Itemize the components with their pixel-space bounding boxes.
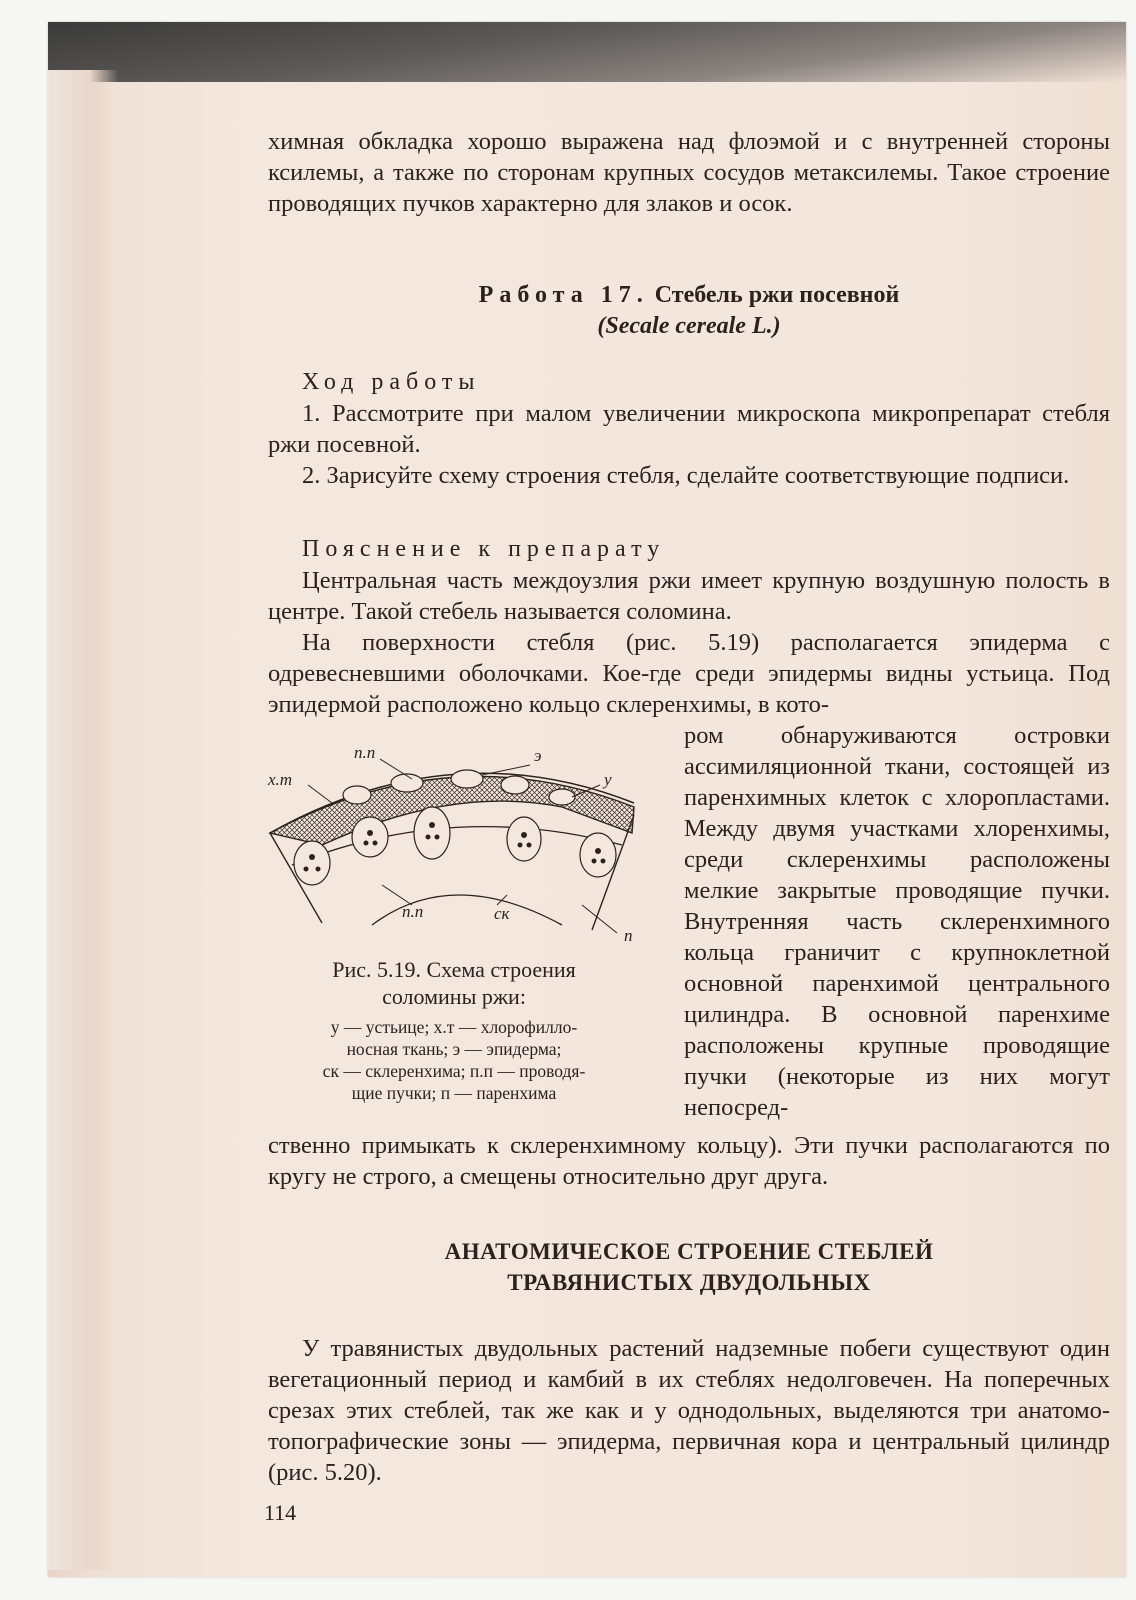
procedure-step-2: 2. Зарисуйте схему строения стебля, сделайте соответствующие подписи. — [302, 462, 1070, 489]
label-xt: х.т — [268, 770, 293, 789]
label-u: у — [604, 770, 612, 789]
explanation-paragraph-2: На поверхности стебля (рис. 5.19) располагается эпидерма с одревесневшими оболочками. Кое-где среди эпидермы видны устьица. Под эпидермой расположено кольцо склеренхимы, в кото- — [268, 629, 1110, 718]
stem-cross-section-figure — [262, 745, 642, 945]
work-title: Работа 17. Стебель ржи посевной — [478, 282, 900, 308]
page-number: 114 — [264, 1500, 297, 1525]
work-latin-name: (Secale cereale L.) — [597, 313, 781, 339]
page-fold — [48, 70, 118, 1570]
procedure-step-1: 1. Рассмотрите при малом увеличении микроскопа микропрепарат стебля ржи посевной. — [268, 400, 1110, 458]
section-title: АНАТОМИЧЕСКОЕ СТРОЕНИЕ СТЕБЛЕЙ ТРАВЯНИСТЫХ ДВУДОЛЬНЫХ — [444, 1239, 934, 1295]
scan-shadow — [48, 22, 1126, 82]
explanation-paragraph-1: Центральная часть междоузлия ржи имеет крупную воздушную полость в центре. Такой стебель называется соломина. — [268, 567, 1110, 625]
label-e: э — [534, 746, 542, 765]
label-p: п — [624, 926, 633, 945]
label-pp-top: п.п — [354, 745, 376, 762]
figure-legend: у — устьице; х.т — хлорофилло- носная ткань; э — эпидерма; ск — склеренхима; п.п — проводя- щие пучки; п — паренхима — [322, 1017, 586, 1103]
procedure-block — [268, 367, 1110, 491]
section-body: У травянистых двудольных растений надземные побеги существуют один вегетационный период и камбий в их стеблях недолговечен. На поперечных срезах этих стеблей, так же как и у однодольных, выделяются три анатомо-топографические зоны — эпидерма, первичная кора и центральный цилиндр (рис. 5.20). — [268, 1335, 1110, 1486]
intro-paragraph: химная обкладка хорошо выражена над флоэмой и с внутренней стороны ксилемы, а также по сторонам крупных сосудов метаксилемы. Такое строение проводящих пучков характерно для злаков и осок. — [268, 128, 1110, 217]
explanation-block — [268, 534, 1110, 720]
label-pp-bottom: п.п — [402, 902, 424, 921]
procedure-heading: Ход работы — [302, 369, 481, 395]
figure-caption: Рис. 5.19. Схема строения соломины ржи: — [332, 957, 576, 1009]
label-sk: ск — [494, 904, 510, 923]
explanation-paragraph-2-continued: ром обнаруживаются островки ассимиляционной ткани, состоящей из паренхимных клеток с хлоропластами. Между двумя участками хлоренхимы, среди склеренхимы расположены мелкие закрытые проводящие пучки. Внутренняя часть склеренхимного кольца граничит с крупноклетной основной паренхимой центрального цилиндра. В основной паренхиме расположены крупные проводящие пучки (некоторые из них могут непосред- — [684, 722, 1110, 1121]
explanation-paragraph-2-tail: ственно примыкать к склеренхимному кольцу). Эти пучки располагаются по кругу не строго, а смещены относительно друг друга. — [268, 1132, 1110, 1190]
explanation-heading: Пояснение к препарату — [302, 536, 666, 562]
